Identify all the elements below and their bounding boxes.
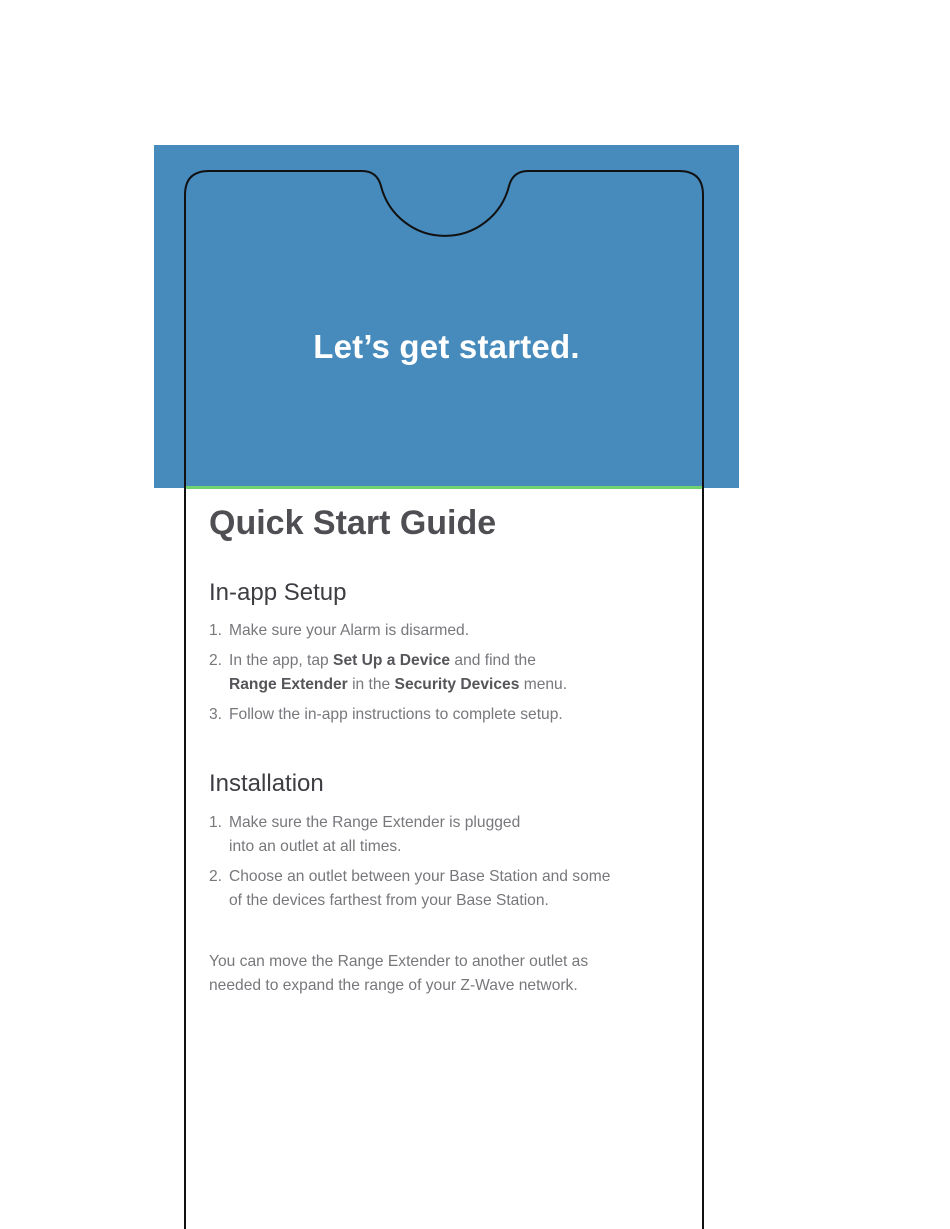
list-item — [209, 811, 679, 859]
step-text-line: Make sure the Range Extender is plugged — [229, 814, 521, 831]
installation-steps-list — [209, 811, 679, 919]
banner-headline: Let’s get started. — [313, 328, 580, 365]
step-text-emphasis: Security Devices — [394, 676, 520, 693]
step-number: 1. — [209, 622, 223, 639]
step-number: 1. — [209, 814, 223, 831]
step-text-emphasis: Range Extender — [229, 676, 348, 693]
header-banner — [154, 145, 739, 488]
list-item — [209, 649, 679, 697]
note-line: You can move the Range Extender to another outlet as — [209, 953, 589, 970]
step-text-part: in the — [347, 676, 395, 693]
step-text-line: Choose an outlet between your Base Station and some — [229, 868, 611, 885]
step-text: Make sure your Alarm is disarmed. — [229, 622, 470, 639]
note-line: needed to expand the range of your Z-Wave network. — [209, 977, 578, 994]
setup-steps-list — [209, 619, 679, 733]
list-item — [209, 703, 679, 727]
range-note — [209, 950, 679, 998]
step-text-emphasis: Set Up a Device — [333, 652, 451, 669]
step-number: 2. — [209, 652, 223, 669]
step-number: 2. — [209, 868, 223, 885]
accent-divider — [185, 486, 703, 489]
section-heading-setup: In-app Setup — [209, 579, 347, 606]
section-heading-installation: Installation — [209, 770, 324, 797]
page-title: Quick Start Guide — [209, 504, 497, 542]
list-item — [209, 865, 679, 913]
step-text-part: and find the — [450, 652, 536, 669]
step-text-line: into an outlet at all times. — [229, 838, 402, 855]
list-item — [209, 619, 679, 643]
step-number: 3. — [209, 706, 223, 723]
step-text-part: menu. — [519, 676, 568, 693]
step-text-part: In the app, tap — [229, 652, 334, 669]
step-text-line: of the devices farthest from your Base Station. — [229, 892, 549, 909]
step-text: Follow the in-app instructions to complete setup. — [229, 706, 563, 723]
